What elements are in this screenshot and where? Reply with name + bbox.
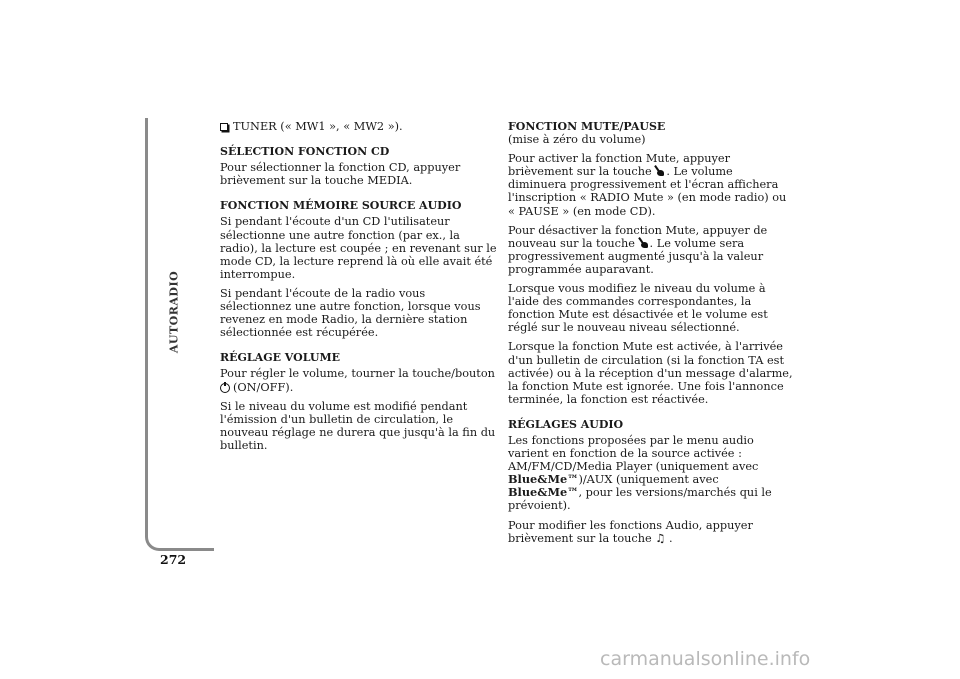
heading-mute-sub: (mise à zéro du volume) — [508, 133, 646, 147]
tuner-bullet: TUNER (« MW1 », « MW2 »). — [220, 120, 498, 133]
heading-memory: FONCTION MÉMOIRE SOURCE AUDIO — [220, 199, 462, 213]
para-cd: Pour sélectionner la fonction CD, appuyer brièvement sur la touche MEDIA. — [220, 161, 461, 188]
checkbox-bullet-icon — [220, 122, 229, 131]
para-volume-2: Si le niveau du volume est modifié pendant l'émission d'un bulletin de circulation, le nouveau réglage ne durera que jusqu'à la fin du bulletin. — [220, 399, 496, 452]
heading-cd: SÉLECTION FONCTION CD — [220, 145, 390, 159]
para-audio-2: Pour modifier les fonctions Audio, appuyer brièvement sur la touche ♫ . — [508, 518, 753, 545]
volume-knob-icon — [220, 383, 230, 393]
para-mute-3: Lorsque vous modifiez le niveau du volume à l'aide des commandes correspondantes, la fonction Mute est désactivée et le volume est réglé sur le nouveau niveau sélectionné. — [508, 282, 768, 335]
watermark: carmanualsonline.info — [600, 648, 811, 670]
para-memory-2: Si pendant l'écoute de la radio vous sélectionnez une autre fonction, lorsque vous revenez en mode Radio, la dernière station sélectionnée est récupérée. — [220, 286, 481, 340]
left-column — [220, 120, 498, 458]
page-number: 272 — [160, 552, 187, 567]
heading-audio: RÉGLAGES AUDIO — [508, 417, 624, 431]
heading-volume: RÉGLAGE VOLUME — [220, 351, 341, 365]
right-column — [508, 120, 793, 551]
music-note-icon: ♫ — [655, 530, 666, 545]
para-volume-1: Pour régler le volume, tourner la touche/bouton (ON/OFF). — [220, 367, 495, 394]
para-memory-1: Si pendant l'écoute d'un CD l'utilisateur sélectionne une autre fonction (par ex., la radio), la lecture est coupée ; en revenant sur le mode CD, la lecture reprend là où elle avait été interrompue. — [220, 215, 497, 281]
para-mute-2: Pour désactiver la fonction Mute, appuyer de nouveau sur la touche . Le volume sera progressivement augmenté jusqu'à la valeur programmée auparavant. — [508, 223, 768, 276]
section-label: AUTORADIO — [167, 270, 181, 354]
mute-icon — [639, 237, 650, 249]
heading-mute: FONCTION MUTE/PAUSE — [508, 120, 666, 133]
mute-icon — [655, 165, 666, 177]
para-mute-4: Lorsque la fonction Mute est activée, à l'arrivée d'un bulletin de circulation (si la fonction TA est activée) ou à la réception d'un message d'alarme, la fonction Mute est ignorée. Une fois l'annonce terminée, la fonction est réactivée. — [508, 340, 793, 406]
para-audio-1: Les fonctions proposées par le menu audio varient en fonction de la source activée : AM/FM/CD/Media Player (uniquement avec Blue&Me™)/AUX (uniquement avec Blue&Me™, pour les versions/marchés qui le prévoient). — [508, 433, 772, 513]
para-mute-1: Pour activer la fonction Mute, appuyer brièvement sur la touche . Le volume diminuera progressivement et l'écran affichera l'inscription « RADIO Mute » (en mode radio) ou « PAUSE » (en mode CD). — [508, 152, 787, 218]
